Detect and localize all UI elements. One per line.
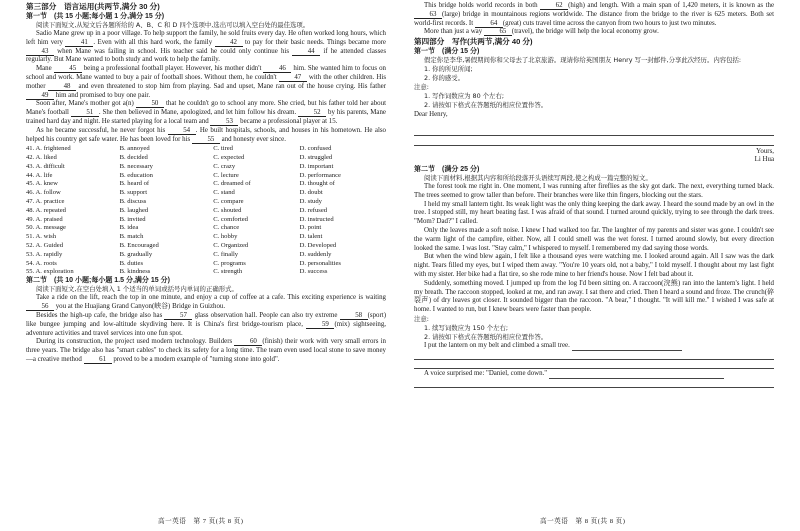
passage-paragraph — [26, 312, 386, 338]
passage-text: by his parents, Mane trained hard day and night. He started playing for a local team and — [26, 109, 386, 125]
option-choice[interactable]: 52. A. Guided — [26, 242, 63, 250]
passage-paragraph — [26, 338, 386, 364]
story-paragraph: The forest took me right in. One moment, I was running after fireflies as the sky got dark. The next, everything turned black. The trees seemed to grow taller than before. Their branches were like thin fingers, blocking out the stars. — [414, 182, 774, 199]
option-choice[interactable]: C. crazy — [213, 162, 236, 170]
passage-paragraph — [26, 294, 386, 312]
passage-text: Sadio Mane grew up in a poor village. To help support the family, he sold fruits every day. He often worked long hours, which left him very — [26, 30, 386, 46]
part3-title: 第三部分 语言运用(共两节,满分 30 分) — [26, 2, 160, 11]
option-choice[interactable]: D. important — [299, 162, 334, 170]
writing1-instructions — [414, 56, 774, 110]
section2-title: 第二节 (共 10 小题;每小题 1.5 分,满分 15 分) — [26, 277, 170, 285]
option-choice[interactable]: D. talent — [299, 233, 323, 241]
option-choice[interactable]: C. compare — [213, 198, 244, 206]
option-choice[interactable]: 42. A. liked — [26, 154, 57, 162]
passage-text: proved to be a modern example of "turning stone into gold". — [111, 355, 280, 363]
option-choice[interactable]: D. confused — [299, 145, 332, 153]
option-choice[interactable]: C. expected — [213, 154, 245, 162]
answer-line — [414, 126, 774, 136]
option-row — [26, 144, 386, 153]
blank-64[interactable]: 64 — [475, 20, 503, 28]
option-choice[interactable]: C. dreamed of — [213, 180, 251, 188]
story-paragraph: Only the leaves made a soft noise. I knew I had walked too far. The laughter of my parents and sister was gone. I couldn't see the warm light of the campfire, either. Now, all I could smell was the wet forest. I turned around slowly, but every direction looked the same. I was lost. "Stay calm," I whispered to myself. I remembered my dad saying those words. — [414, 226, 774, 252]
writing2-note: 1. 续写词数应为 150 个左右; — [424, 323, 509, 332]
paragraph-start-2: A voice surprised me: "Daniel, come down." — [414, 370, 774, 379]
passage-paragraph — [26, 100, 386, 126]
option-choice[interactable]: D. Developed — [299, 242, 337, 250]
blank-58[interactable]: 58 — [340, 312, 368, 320]
option-row — [26, 171, 386, 180]
blank-45[interactable]: 45 — [54, 65, 82, 73]
passage-text: As he became successful, he never forgot his — [36, 126, 168, 134]
blank-49[interactable]: 49 — [26, 92, 54, 100]
writing1-title: 第一节 (满分 15 分) — [414, 48, 480, 56]
blank-42[interactable]: 42 — [215, 39, 243, 47]
section2-instructions: 阅读下面短文,在空白处填入 1 个适当的单词或括号内单词的正确形式。 — [36, 285, 238, 294]
option-choice[interactable]: 53. A. rapidly — [26, 250, 63, 258]
option-row — [26, 153, 386, 162]
passage-paragraph — [414, 28, 774, 37]
option-choice[interactable]: B. decided — [119, 154, 148, 162]
option-choice[interactable]: B. kindness — [119, 268, 151, 276]
option-choice[interactable]: D. thought of — [299, 180, 335, 188]
option-choice[interactable]: D. success — [299, 268, 328, 276]
option-choice[interactable]: C. programs — [213, 259, 246, 267]
option-choice[interactable]: 45. A. knew — [26, 180, 58, 188]
option-row — [26, 250, 386, 259]
blank-65[interactable]: 65 — [484, 28, 512, 36]
option-choice[interactable]: D. suddenly — [299, 250, 332, 258]
option-row — [26, 188, 386, 197]
option-choice[interactable]: B. idea — [119, 224, 139, 232]
writing1-line: 注意: — [414, 83, 429, 92]
answer-line — [414, 360, 774, 369]
part4-title: 第四部分 写作(共两节,满分 40 分) — [414, 37, 533, 47]
blank-46[interactable]: 46 — [263, 65, 291, 73]
passage-text: that he couldn't go to school any more. She cried, but his father told her about Mane's football — [26, 100, 386, 117]
story-paragraph: But when the wind blew again, I felt like a thousand eyes were watching me. I looked around again. All I saw was the dark night. Tears filled my eyes, but I wiped them away. "You're 10 years old, not a baby," I told myself. I thought about my last fight with my sister. Her bike had a flat tire, so she rode mine to her friend's house. Now I felt bad about it. — [414, 253, 774, 278]
grammar-fill-passage-cont — [414, 2, 774, 37]
option-row — [26, 180, 386, 189]
passage-paragraph — [26, 65, 386, 100]
passage-text: (finish) their work with very small errors in three years. The bridge also has "smart cables" to check its safety for a long time. The team even used local stone to save money—a creative method — [26, 338, 387, 363]
grammar-fill-passage — [26, 294, 386, 364]
option-choice[interactable]: D. study — [299, 198, 322, 206]
option-choice[interactable]: 41. A. frightened — [26, 145, 71, 153]
writing2-note: 2. 请按如下格式在答题纸的相应位置作答。 — [424, 332, 548, 341]
option-choice[interactable]: 46. A. follow — [26, 189, 61, 197]
option-choice[interactable]: 55. A. exploration — [26, 268, 74, 276]
writing2-note: 注意: — [414, 314, 429, 323]
option-choice[interactable]: B. education — [119, 171, 153, 179]
writing1-line: 2. 请按如下格式在答题纸的相应位置作答。 — [424, 101, 548, 110]
blank-47[interactable]: 47 — [279, 74, 307, 82]
option-row — [26, 162, 386, 171]
blank-57[interactable]: 57 — [164, 312, 192, 320]
blank-63[interactable]: 63 — [414, 11, 442, 19]
option-choice[interactable]: 51. A. wish — [26, 233, 57, 241]
page-8 — [400, 0, 800, 531]
passage-text: More than just a way — [424, 28, 484, 36]
passage-text: glass observation hall. People can also try extreme — [192, 311, 340, 319]
option-choice[interactable]: B. annoyed — [119, 145, 150, 153]
blank-50[interactable]: 50 — [136, 100, 164, 108]
story-passage — [414, 183, 774, 315]
writing2-notes — [414, 315, 774, 342]
option-choice[interactable]: 47. A. practice — [26, 198, 65, 206]
option-row — [26, 241, 386, 250]
blank-48[interactable]: 48 — [48, 83, 76, 91]
dear-henry: Dear Henry, — [414, 111, 448, 119]
blank-59[interactable]: 59 — [306, 321, 334, 329]
writing1-line: 2. 你的感受。 — [424, 74, 465, 83]
section1-title: 第一节 (共 15 小题;每小题 1 分,满分 15 分) — [26, 13, 165, 20]
blank-41[interactable]: 41 — [65, 39, 93, 47]
passage-text: you at the Huajiang Grand Canyon(峡谷) Bridge in Guizhou. — [54, 303, 226, 311]
passage-text: . Even with all this hard work, the family — [93, 38, 215, 46]
passage-paragraph — [414, 2, 774, 28]
passage-text: became a professional player at 15. — [238, 117, 338, 125]
option-choice[interactable]: C. comforted — [213, 215, 248, 223]
blank-55[interactable]: 55 — [192, 136, 220, 144]
blank-60[interactable]: 60 — [234, 338, 262, 346]
blank-44[interactable]: 44 — [292, 48, 320, 56]
passage-text: (great) cuts travel time across the canyon from two hours to just two minutes. — [502, 19, 717, 27]
option-choice[interactable]: C. tired — [213, 145, 233, 153]
answer-line — [414, 136, 774, 146]
option-choice[interactable]: 54. A. roots — [26, 259, 57, 267]
blank-52[interactable]: 52 — [298, 109, 326, 117]
option-choice[interactable]: B. discuss — [119, 198, 147, 206]
writing2-title: 第二节 (满分 25 分) — [414, 165, 480, 173]
passage-text: and even threatened to stop him from playing. Sad and upset, Mane ran out of the house crying. His father — [76, 82, 386, 90]
passage-text: This bridge holds world records in both — [424, 2, 541, 9]
option-row — [26, 259, 386, 268]
passage-text: Soon after, Mane's mother got a(n) — [36, 100, 136, 108]
passage-text: and honesty ever since. — [219, 135, 286, 143]
writing1-line: 1. 写作词数应为 80 个左右; — [424, 92, 504, 101]
blank-56[interactable]: 56 — [26, 303, 54, 311]
closing-yours: Yours, — [756, 147, 774, 155]
blank-61[interactable]: 61 — [84, 356, 112, 364]
blank-51[interactable]: 51 — [71, 109, 99, 117]
option-choice[interactable]: D. personalities — [299, 259, 341, 267]
passage-text: (large) bridge in mountainous regions worldwide. The distance from the bridge to the river is 625 meters. Both set world-first records. It — [414, 10, 774, 27]
option-choice[interactable]: B. laughed — [119, 206, 149, 214]
option-choice[interactable]: D. performance — [299, 171, 341, 179]
option-row — [26, 197, 386, 206]
passage-text: with the other children. His mother — [26, 73, 386, 90]
option-choice[interactable]: C. finally — [213, 250, 239, 258]
story-paragraph: Suddenly, something moved. I jumped up from the log I'd been sitting on. A raccoon(浣熊) ran into the lantern's light. I held my breath. The raccoon stopped, looked at me, and ran away. I sat there and cried. Then I heard a sound and froze. The crunch(碎裂声) of dry leaves got closer. It sounded bigger than the raccoon. "A bear," I thought. "It will kill me." I wished I was safe at home. I wanted to run, but I knew bears were faster than people. — [414, 279, 774, 314]
passage-text: him. She wanted him to focus on school and work. Mane wanted to buy a pair of football shoes. Without them, he couldn't — [26, 65, 386, 81]
option-choice[interactable]: 49. A. praised — [26, 215, 63, 223]
option-row — [26, 268, 386, 277]
passage-text: (high) and length. With a main span of 1,420 meters, it is known as the — [568, 2, 775, 9]
paragraph-start-1: I put the lantern on my belt and climbed a small tree. — [414, 342, 774, 351]
option-choice[interactable]: B. heard of — [119, 180, 150, 188]
option-choice[interactable]: C. shouted — [213, 206, 242, 214]
option-choice[interactable]: D. struggled — [299, 154, 333, 162]
option-choice[interactable]: C. stand — [213, 189, 235, 197]
blank-53[interactable]: 53 — [210, 118, 238, 126]
section1-instructions: 阅读下面短文,从短文后各题所给的 A、B、C 和 D 四个选项中,选出可以填入空白处的最佳选项。 — [36, 21, 310, 29]
option-choice[interactable]: C. lecture — [213, 171, 239, 179]
option-row — [26, 232, 386, 241]
blank-54[interactable]: 54 — [168, 127, 196, 135]
option-row — [26, 206, 386, 215]
passage-text: Besides the high-up cafe, the bridge also has — [36, 311, 165, 319]
passage-text: when Mane was failing in school. His teacher said he could only continue his — [54, 47, 293, 55]
option-row — [26, 224, 386, 233]
passage-paragraph — [26, 30, 386, 65]
option-choice[interactable]: 44. A. life — [26, 171, 53, 179]
option-choice[interactable]: 48. A. repeated — [26, 206, 66, 214]
option-choice[interactable]: B. necessary — [119, 162, 153, 170]
option-choice[interactable]: D. point — [299, 224, 322, 232]
page-footer-8: 高一英语 第 8 页(共 8 页) — [540, 518, 626, 525]
option-choice[interactable]: C. hobby — [213, 233, 238, 241]
passage-text: Take a ride on the lift, reach the top in one minute, and enjoy a cup of coffee at a cafe. This exciting experience is waiting — [36, 294, 386, 302]
option-choice[interactable]: 50. A. message — [26, 224, 66, 232]
passage-text: to pay for their basic needs. Things became more — [242, 38, 386, 46]
option-choice[interactable]: B. duties — [119, 259, 144, 267]
passage-text: him and promised to buy one pair. — [54, 91, 151, 99]
option-choice[interactable]: B. support — [119, 189, 148, 197]
passage-text: (mix) sightseeing, adventure activities and travel services into one fun spot. — [26, 320, 386, 337]
option-choice[interactable]: B. Encouraged — [119, 242, 159, 250]
passage-text: Mane — [36, 65, 54, 73]
answer-line — [414, 379, 774, 388]
option-choice[interactable]: B. match — [119, 233, 144, 241]
writing1-line: 1. 你的所见所闻; — [424, 65, 473, 74]
passage-text: . She then believed in Mane, apologized, and let him follow his dream. — [98, 109, 299, 117]
options-table — [26, 144, 386, 276]
option-choice[interactable]: B. invited — [119, 215, 146, 223]
closing-name: Li Hua — [754, 156, 774, 164]
cloze-passage — [26, 30, 386, 144]
option-choice[interactable]: D. instructed — [299, 215, 334, 223]
story-paragraph: I held my small lantern tight. Its weak light was the only thing keeping the dark away. I heard the sound made by an owl in the tree. I stopped still, my heart beating fast. I was afraid of that sound. I turned around quickly, trying to see through the dark trees. "Mom? Dad?" I called. — [414, 200, 774, 226]
option-choice[interactable]: B. gradually — [119, 250, 153, 258]
passage-text: (sport) like bungee jumping and low-altitude skydiving here. It is China's first bridge-tourism place, — [26, 311, 387, 328]
page-footer-7: 高一英语 第 7 页(共 8 页) — [158, 518, 244, 525]
blank-62[interactable]: 62 — [540, 2, 568, 10]
option-choice[interactable]: 43. A. difficult — [26, 162, 65, 170]
option-choice[interactable]: D. refused — [299, 206, 328, 214]
passage-text: (travel), the bridge will help the local economy grow. — [511, 28, 659, 36]
blank-43[interactable]: 43 — [26, 48, 54, 56]
writing1-line: 假定你是李华,暑假期间你和父母去了北京旅游。现请你给英国朋友 Henry 写一封邮件,分享此次经历。内容包括: — [424, 56, 742, 65]
passage-paragraph — [26, 127, 386, 145]
option-choice[interactable]: C. Organized — [213, 242, 249, 250]
passage-text: During its construction, the project used modern technology. Builders — [36, 338, 235, 346]
option-choice[interactable]: D. doubt — [299, 189, 323, 197]
option-choice[interactable]: C. strength — [213, 268, 243, 276]
option-choice[interactable]: C. chance — [213, 224, 240, 232]
passage-text: . He built hospitals, schools, and houses in his hometown. He also helped his country get safe water. He has been loved for his — [26, 126, 387, 143]
writing2-instructions: 阅读下面材料,根据其内容和所给段落开头语续写两段,使之构成一篇完整的短文。 — [424, 173, 652, 182]
option-row — [26, 215, 386, 224]
passage-text: being a professional football player. However, his mother didn't — [81, 65, 264, 73]
passage-text: if he attended classes regularly. But Mane wanted to both study and work to help the family. — [26, 47, 386, 64]
answer-line — [414, 351, 774, 360]
